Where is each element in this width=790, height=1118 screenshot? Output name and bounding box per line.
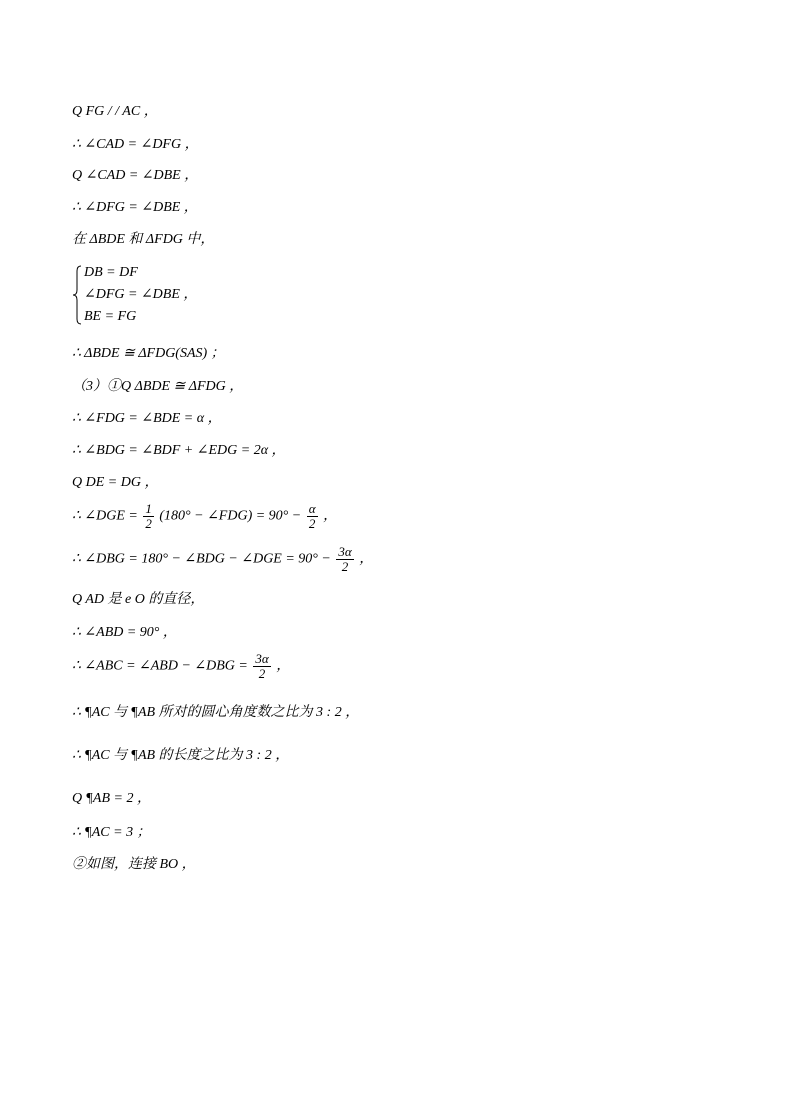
line-12-end: ， bbox=[359, 551, 374, 567]
line-4: ∴ ∠DFG = ∠DBE ， bbox=[72, 200, 198, 215]
line-15-lhs: ∴ ∠ABC = ∠ABD − ∠DBG = bbox=[72, 658, 248, 674]
system-row-3: BE = FG bbox=[84, 309, 137, 324]
line-11 bbox=[72, 502, 337, 531]
line-9: ∴ ∠BDG = ∠BDF + ∠EDG = 2α ， bbox=[72, 443, 286, 458]
line-15 bbox=[72, 652, 290, 681]
fraction-alpha-half bbox=[307, 502, 318, 531]
line-14: ∴ ∠ABD = 90° ， bbox=[72, 625, 177, 640]
line-11-end: ， bbox=[323, 508, 338, 524]
line-20: ②如图，连接 BO ， bbox=[72, 857, 196, 872]
line-5: 在 ΔBDE 和 ΔFDG 中， bbox=[72, 232, 215, 247]
line-10: Q DE = DG ， bbox=[72, 475, 159, 490]
fraction-denominator: 2 bbox=[145, 516, 152, 531]
line-11-mid: (180° − ∠FDG) = 90° − bbox=[159, 508, 302, 524]
line-11-lhs: ∴ ∠DGE = bbox=[72, 508, 138, 524]
fraction-denominator: 2 bbox=[308, 516, 316, 531]
line-12-lhs: ∴ ∠DBG = 180° − ∠BDG − ∠DGE = 90° − bbox=[72, 551, 331, 567]
line-18: Q ¶AB = 2 ， bbox=[72, 791, 151, 806]
line-8: ∴ ∠FDG = ∠BDE = α ， bbox=[72, 411, 222, 426]
fraction-three-alpha-half bbox=[253, 652, 270, 681]
brace-icon bbox=[72, 264, 84, 326]
fraction-half bbox=[143, 502, 154, 531]
fraction-three-alpha-half bbox=[336, 545, 353, 574]
line-19: ∴ ¶AC = 3 ； bbox=[72, 825, 151, 840]
line-12 bbox=[72, 545, 373, 574]
line-2: ∴ ∠CAD = ∠DFG ， bbox=[72, 137, 199, 152]
fraction-denominator: 2 bbox=[258, 666, 266, 681]
line-3: Q ∠CAD = ∠DBE ， bbox=[72, 168, 199, 183]
equation-system bbox=[72, 264, 272, 326]
line-15-end: ， bbox=[276, 658, 291, 674]
fraction-numerator: 3α bbox=[338, 544, 352, 559]
line-13: Q AD 是 e O 的直径， bbox=[72, 592, 205, 607]
system-row-2: ∠DFG = ∠DBE ， bbox=[84, 287, 198, 302]
line-6: ∴ ΔBDE ≅ ΔFDG(SAS) ； bbox=[72, 346, 225, 361]
fraction-denominator: 2 bbox=[341, 559, 349, 574]
system-row-1: DB = DF bbox=[84, 265, 138, 280]
line-16: ∴ ¶AC 与 ¶AB 所对的圆心角度数之比为 3 : 2 ， bbox=[72, 705, 360, 720]
line-17: ∴ ¶AC 与 ¶AB 的长度之比为 3 : 2 ， bbox=[72, 748, 290, 763]
line-1: Q FG / / AC ， bbox=[72, 104, 158, 119]
fraction-numerator: 3α bbox=[255, 651, 269, 666]
line-7: （3）①Q ΔBDE ≅ ΔFDG ， bbox=[72, 379, 244, 394]
fraction-numerator: 1 bbox=[145, 501, 152, 516]
fraction-numerator: α bbox=[308, 501, 316, 516]
